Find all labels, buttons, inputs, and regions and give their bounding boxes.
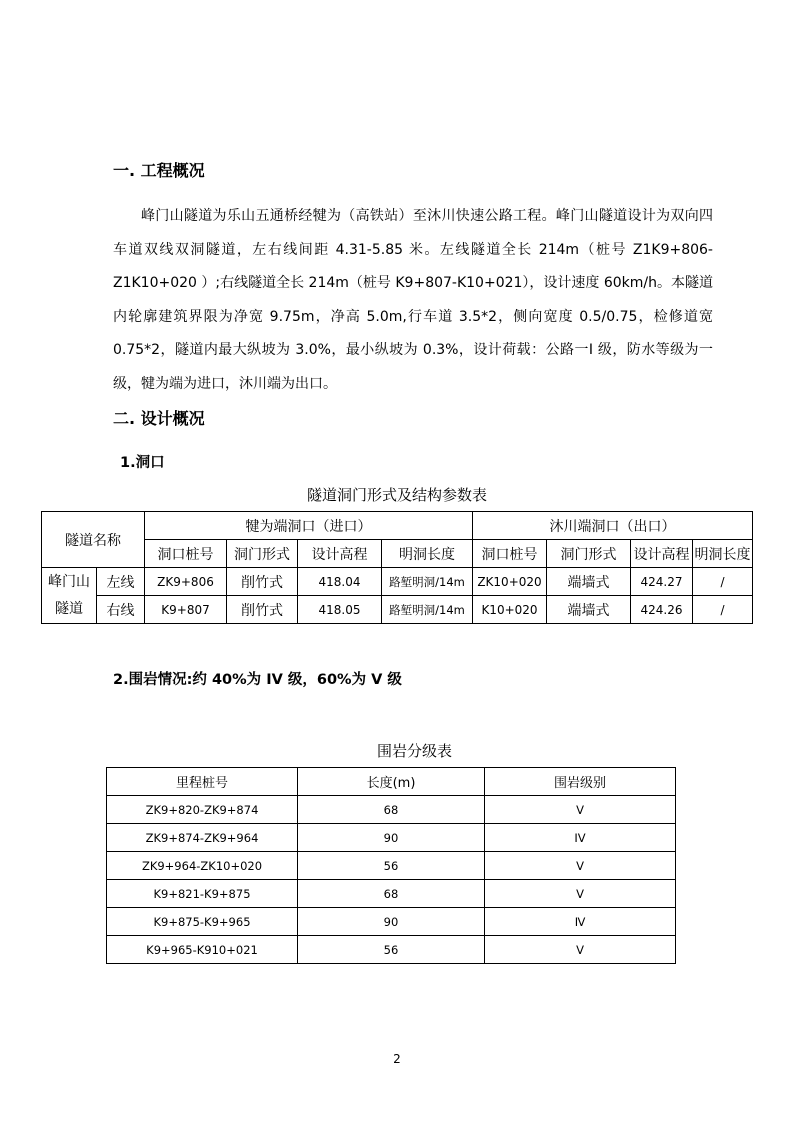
portal-row-left — [42, 568, 753, 596]
col-header: 洞口桩号 — [473, 540, 547, 568]
table-cell: 56 — [298, 936, 485, 964]
portal-row-right — [42, 596, 753, 624]
entrance-header: 犍为端洞口（进口） — [145, 512, 473, 540]
col-header: 明洞长度 — [382, 540, 473, 568]
table-cell: 56 — [298, 852, 485, 880]
portal-header-row-1 — [42, 512, 753, 540]
table-row — [107, 908, 676, 936]
table-row — [107, 796, 676, 824]
table-cell: 424.27 — [631, 568, 693, 596]
page-number: 2 — [393, 1052, 401, 1066]
table-cell: 68 — [298, 796, 485, 824]
table-cell: ZK9+820-ZK9+874 — [107, 796, 298, 824]
subsection-title-portal: 1.洞口 — [120, 455, 165, 471]
table-row — [107, 824, 676, 852]
overview-paragraph: 峰门山隧道为乐山五通桥经犍为（高铁站）至沐川快速公路工程。峰门山隧道设计为双向四车道双线双洞隧道，左右线间距 4.31-5.85 米。左线隧道全长 214m（桩号 Z1K9+806-Z1K10+020 ）;右线隧道全长 214m（桩号 K9+807-K10+021），设计速度 60km/h。本隧道内轮廓建筑界限为净宽 9.75m，净高 5.0m,行车道 3.5*2，侧向宽度 0.5/0.75，检修道宽 0.75*2，隧道内最大纵坡为 3.0%，最小纵坡为 0.3%，设计荷载：公路一I 级，防水等级为一级，犍为端为进口，沐川端为出口。 — [113, 208, 714, 392]
table-cell: 418.04 — [298, 568, 382, 596]
subsection-title-rock: 2.围岩情况:约 40%为 IV 级，60%为 V 级 — [113, 672, 402, 688]
line-cell: 左线 — [97, 568, 145, 596]
table-cell: IV — [485, 824, 676, 852]
table-cell: 68 — [298, 880, 485, 908]
table-cell: K9+821-K9+875 — [107, 880, 298, 908]
table-cell: 路堑明洞/14m — [382, 568, 473, 596]
line-cell: 右线 — [97, 596, 145, 624]
table-cell: K9+875-K9+965 — [107, 908, 298, 936]
rock-table — [106, 767, 676, 964]
table-cell: 削竹式 — [227, 596, 298, 624]
table-row — [107, 852, 676, 880]
tunnel-name-line2: 隧道 — [55, 600, 83, 617]
tunnel-name-line1: 峰门山 — [48, 573, 90, 590]
portal-table-caption: 隧道洞门形式及结构参数表 — [306, 486, 487, 504]
section-title-overview: 一. 工程概况 — [113, 161, 205, 180]
table-row — [107, 936, 676, 964]
col-header: 设计高程 — [298, 540, 382, 568]
table-cell: ZK9+806 — [145, 568, 227, 596]
table-cell: 端墙式 — [547, 596, 631, 624]
table-cell: ZK10+020 — [473, 568, 547, 596]
table-cell: Ⅴ — [485, 880, 676, 908]
table-cell: K10+020 — [473, 596, 547, 624]
table-cell: 削竹式 — [227, 568, 298, 596]
col-header: 里程桩号 — [107, 768, 298, 796]
table-cell: K9+807 — [145, 596, 227, 624]
table-cell: 90 — [298, 908, 485, 936]
table-cell: ZK9+964-ZK10+020 — [107, 852, 298, 880]
col-header: 长度(m) — [298, 768, 485, 796]
table-cell: 端墙式 — [547, 568, 631, 596]
table-cell: ZK9+874-ZK9+964 — [107, 824, 298, 852]
tunnel-name-cell — [42, 568, 97, 624]
col-header: 明洞长度 — [693, 540, 753, 568]
table-cell: / — [693, 596, 753, 624]
rock-table-caption: 围岩分级表 — [376, 742, 452, 760]
rock-header-row — [107, 768, 676, 796]
table-cell: 424.26 — [631, 596, 693, 624]
col-header: 洞门形式 — [227, 540, 298, 568]
col-header: 设计高程 — [631, 540, 693, 568]
portal-header-row-2 — [42, 540, 753, 568]
table-cell: V — [485, 852, 676, 880]
section-title-design: 二. 设计概况 — [113, 409, 205, 428]
table-cell: 路堑明洞/14m — [382, 596, 473, 624]
tunnel-name-header: 隧道名称 — [42, 512, 145, 568]
table-cell: 418.05 — [298, 596, 382, 624]
table-cell: / — [693, 568, 753, 596]
col-header: 洞门形式 — [547, 540, 631, 568]
table-cell: Ⅳ — [485, 908, 676, 936]
table-cell: K9+965-K910+021 — [107, 936, 298, 964]
col-header: 洞口桩号 — [145, 540, 227, 568]
table-row — [107, 880, 676, 908]
portal-table — [41, 511, 753, 624]
col-header: 围岩级别 — [485, 768, 676, 796]
table-cell: V — [485, 936, 676, 964]
exit-header: 沐川端洞口（出口） — [473, 512, 753, 540]
table-cell: 90 — [298, 824, 485, 852]
table-cell: V — [485, 796, 676, 824]
